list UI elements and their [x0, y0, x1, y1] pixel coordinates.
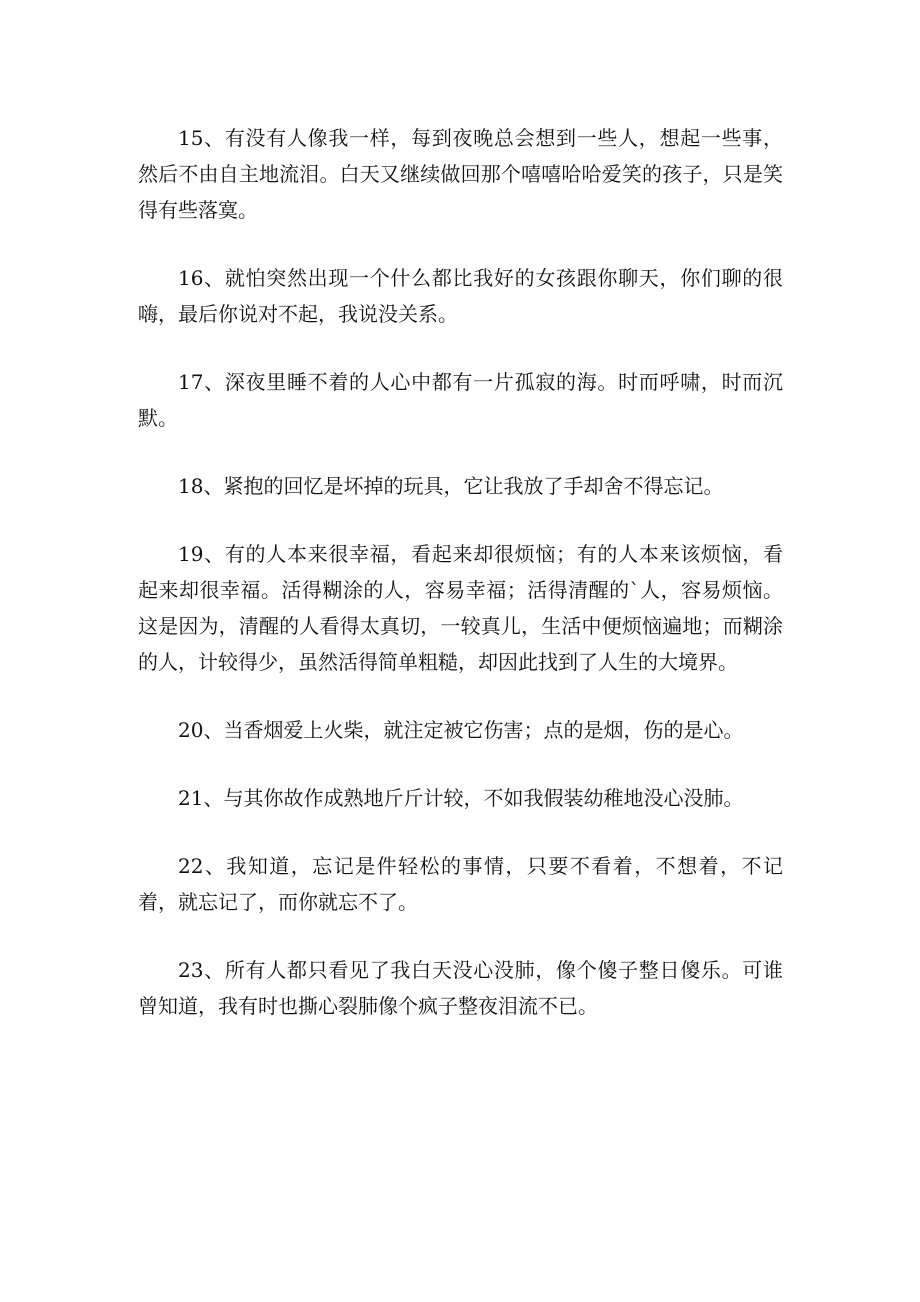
paragraph-15: 15、有没有人像我一样，每到夜晚总会想到一些人，想起一些事，然后不由自主地流泪。白天又继续做回那个嘻嘻哈哈爱笑的孩子，只是笑得有些落寞。: [138, 126, 783, 222]
paragraph-18: 18、紧抱的回忆是坏掉的玩具，它让我放了手却舍不得忘记。: [178, 474, 724, 498]
paragraph-22: 22、我知道，忘记是件轻松的事情，只要不看着，不想着，不记着，就忘记了，而你就忘不了。: [138, 854, 783, 914]
document-body: [138, 120, 783, 1056]
paragraph-17: 17、深夜里睡不着的人心中都有一片孤寂的海。时而呼啸，时而沉默。: [138, 370, 783, 430]
paragraph-20: 20、当香烟爱上火柴，就注定被它伤害；点的是烟，伤的是心。: [178, 718, 744, 742]
paragraph-16: 16、就怕突然出现一个什么都比我好的女孩跟你聊天，你们聊的很嗨，最后你说对不起，我说没关系。: [138, 266, 783, 326]
paragraph-23: 23、所有人都只看见了我白天没心没肺，像个傻子整日傻乐。可谁曾知道，我有时也撕心裂肺像个疯子整夜泪流不已。: [138, 958, 783, 1018]
paragraph-21: 21、与其你故作成熟地斤斤计较，不如我假装幼稚地没心没肺。: [178, 786, 744, 810]
paragraph-19: 19、有的人本来很幸福，看起来却很烦恼；有的人本来该烦恼，看起来却很幸福。活得糊涂的人，容易幸福；活得清醒的`人，容易烦恼。这是因为，清醒的人看得太真切，一较真儿，生活中便烦恼遍地；而糊涂的人，计较得少，虽然活得简单粗糙，却因此找到了人生的大境界。: [138, 542, 783, 674]
